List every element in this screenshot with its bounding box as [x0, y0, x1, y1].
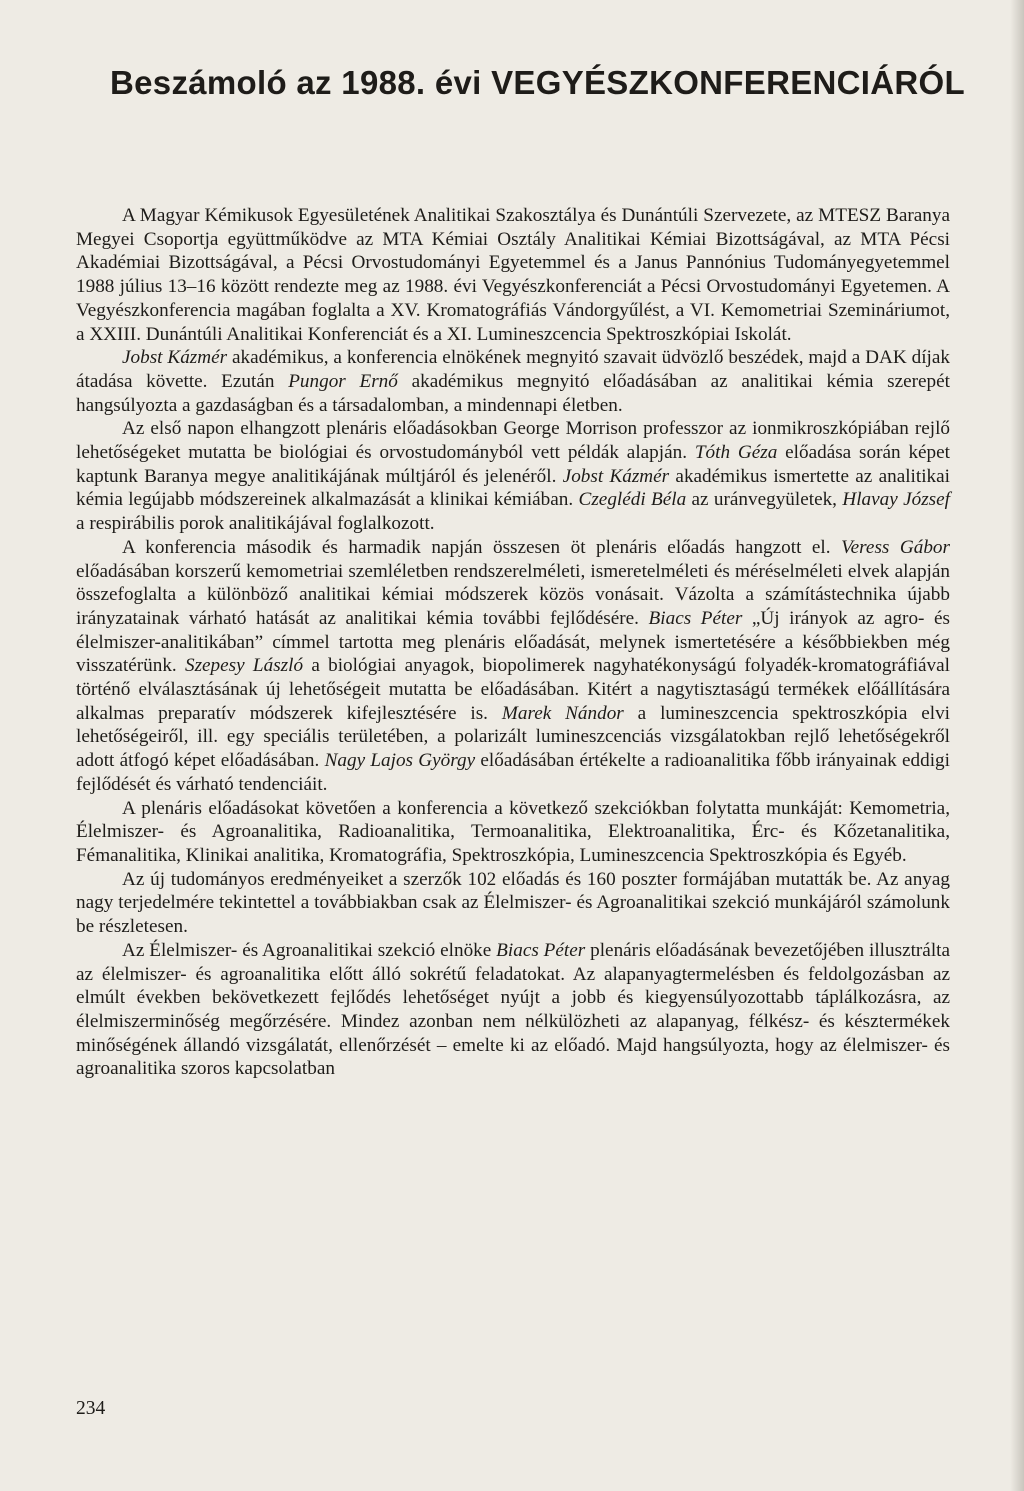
person-name: Jobst Kázmér [122, 347, 228, 369]
paragraph [76, 797, 950, 868]
text-run: a lumineszcencia spektroszkópia elvi lehetőségeiről, ill. egy speciális területében, a polarizált lumineszcenciás vizsgálatokban rejlő lehetőségekről adott átfogó képet előadásában. [76, 702, 950, 772]
paragraph [76, 536, 950, 797]
text-run: plenáris előadásának bevezetőjében illusztrálta az élelmiszer- és agroanalitika előtt álló sokrétű feladatokat. Az alapanyagtermelésben és feldolgozásban az elmúlt években bekövetkezett fejlődés lehetőséget nyújt a jobb és kiegyensúlyozottabb táplálkozásra, az élelmiszerminőség megőrzésére. Mindez azonban nem nélkülözheti az alapanyag, félkész- és késztermékek minőségének állandó vizsgálatát, ellenőrzését – emelte ki az előadó. Majd hangsúlyozta, hogy az élelmiszer- és agroanalitika szoros kapcsolatban [76, 939, 950, 1080]
person-name: Tóth Géza [694, 442, 778, 464]
text-run: az uránvegyületek, [686, 489, 843, 511]
text-run: „Új irányok az agro- és élelmiszer-analitikában” címmel tartotta meg plenáris előadását, melynek ismertetésére a későbbiekben még visszatérünk. [76, 607, 950, 677]
person-name: Hlavay József [842, 489, 950, 511]
person-name: Czeglédi Béla [578, 489, 687, 511]
text-run: A Magyar Kémikusok Egyesületének Analitikai Szakosztálya és Dunántúli Szervezete, az MTESZ Baranya Megyei Csoportja együttműködve az MTA Kémiai Osztály Analitikai Kémiai Bizottságával, az MTA Pécsi Akadémiai Bizottságával, a Pécsi Orvostudományi Egyetemmel és a Janus Pannónius Tudományegyetemmel 1988 július 13–16 között rendezte meg az 1988. évi Vegyészkonferenciát a Pécsi Orvostudományi Egyetemen. A Vegyészkonferencia magában foglalta a XV. Kromatográfiás Vándorgyűlést, a VI. Kemometriai Szemináriumot, a XXIII. Dunántúli Analitikai Konferenciát és a XI. Lumineszcencia Spektroszkópiai Iskolát. [76, 205, 950, 345]
person-name: Veress Gábor [841, 536, 950, 558]
text-run: akadémikus, a konferencia elnökének megnyitó szavait üdvözlő beszédek, majd a DAK díjak átadása követte. Ezután [76, 347, 950, 392]
paragraph [76, 417, 950, 536]
page-number: 234 [76, 1398, 106, 1419]
paragraph [76, 204, 950, 346]
text-run: a respirábilis porok analitikájával foglalkozott. [76, 513, 435, 535]
person-name: Biacs Péter [648, 607, 743, 629]
text-run: előadásában értékelte a radioanalitika főbb irányainak eddigi fejlődését és várható tendenciáit. [76, 750, 950, 795]
person-name: Nagy Lajos György [324, 750, 476, 772]
article-body [76, 204, 950, 1081]
paragraph [76, 868, 950, 939]
text-run: akadémikus ismertette az analitikai kémia legújabb módszereinek alkalmazását a klinikai kémiában. [76, 465, 950, 511]
paragraph [76, 346, 950, 417]
person-name: Biacs Péter [496, 939, 586, 961]
text-run: akadémikus megnyitó előadásában az analitikai kémia szerepét hangsúlyozta a gazdaságban és a társadalomban, a mindennapi életben. [76, 370, 950, 416]
article-title: Beszámoló az 1988. évi VEGYÉSZKONFERENCIÁRÓL [110, 64, 965, 101]
text-run: A konferencia második és harmadik napján összesen öt plenáris előadás hangzott el. [122, 536, 842, 558]
person-name: Szepesy László [184, 655, 304, 677]
text-run: Az új tudományos eredményeiket a szerzők 102 előadás és 160 poszter formájában mutatták be. Az anyag nagy terjedelmére tekintettel a továbbiakban csak az Élelmiszer- és Agroanalitikai szekció munkájáról számolunk be részletesen. [76, 868, 950, 938]
page-edge-shadow [1010, 0, 1024, 1491]
person-name: Pungor Ernő [288, 370, 398, 392]
person-name: Jobst Kázmér [562, 465, 670, 487]
paragraph [76, 939, 950, 1081]
text-run: előadásában korszerű kemometriai szemléletben rendszerelméleti, ismeretelméleti és méréselméleti elvek alapján összefoglalta a különböző analitikai kémiai módszerek közös vonásait. Vázolta a számítástechnika újabb irányzatainak várható hatását az analitikai kémia további fejlődésére. [76, 560, 950, 629]
text-run: Az Élelmiszer- és Agroanalitikai szekció elnöke [122, 939, 497, 961]
person-name: Marek Nándor [501, 702, 624, 724]
text-run: a biológiai anyagok, biopolimerek nagyhatékonyságú folyadék-kromatográfiával történő elválasztásának új lehetőségeit mutatta be előadásában. Kitért a nagytisztaságú termékek előállítására alkalmas preparatív módszerek kifejlesztésére is. [76, 655, 950, 724]
text-run: Az első napon elhangzott plenáris előadásokban George Morrison professzor az ionmikroszkópiában rejlő lehetőségeket mutatta be biológiai és orvostudományból vett példák alapján. [76, 418, 950, 464]
text-run: előadása során képet kaptunk Baranya megye analitikájának múltjáról és jelenéről. [76, 442, 950, 487]
text-run: A plenáris előadásokat követően a konferencia a következő szekciókban folytatta munkáját: Kemometria, Élelmiszer- és Agroanalitika, Radioanalitika, Termoanalitika, Elektroanalitika, Érc- és Kőzetanalitika, Fémanalitika, Klinikai analitika, Kromatográfia, Spektroszkópia, Lumineszcencia Spektroszkópia és Egyéb. [76, 797, 950, 866]
